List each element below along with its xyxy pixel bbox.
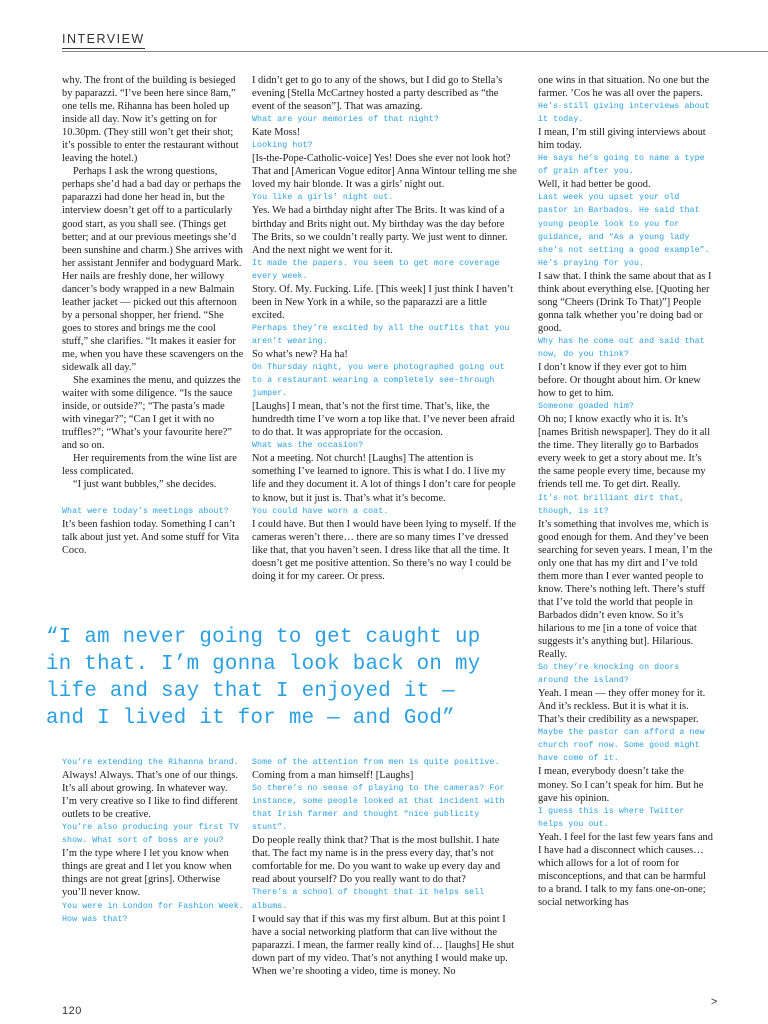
answer-paragraph: Yeah. I feel for the last few years fans and I have had a disconnect which causes… which allows for a lot of room for misconceptions, and that can be harmful to a brand. I talk to my fans one-on-one; social networking has — [538, 831, 713, 908]
answer-paragraph: I didn’t get to go to any of the shows, but I did go to Stella’s evening [Stella McCartney hosted a party described as “the event of the season”]. That was amazing. — [252, 75, 503, 113]
answer-paragraph: I mean, everybody doesn’t take the money. So I can’t speak for him. But he gave his opinion. — [538, 766, 704, 804]
pull-quote-line: in that. I’m gonna look back on my — [46, 653, 481, 676]
body-paragraph: Her requirements from the wine list are less complicated. — [62, 453, 237, 478]
body-paragraph: Perhaps I ask the wrong questions, perhaps she’d had a bad day or perhaps the paparazzi had done her head in, but the interview doesn’t get off to a particularly good start, as you shall see. (Things get better; and at our previous meetings she’d been sunshine and charm.) She arrives with her assistant Jennifer and bodyguard Mark. Her nails are freshly done, her willowy dancer’s body wrapped in a new Balmain leather jacket — picked out this afternoon by a personal shopper, her friend. “She goes to stores and brings me the cool stuff,” she clarifies. “It makes it easier for me, when you have these scavengers on the sidewalk all day.” — [62, 166, 244, 374]
answer-paragraph: I mean, I’m still giving interviews about him today. — [538, 127, 706, 152]
body-paragraph: She examines the menu, and quizzes the waiter with some diligence. “Is the sauce inside, or outside?”; “The pasta’s made with vinegar?”; “Can I get it with no truffles?”; “What’s your favourite here?” and so on. — [62, 375, 241, 452]
interview-question: Last week you upset your old pastor in Barbados. He said that young people look to you for guidance, and “As a young lady she’s not setting a good example”. He’s praying for you. — [538, 193, 710, 268]
interview-question: What was the occasion? — [252, 441, 364, 451]
interview-question: I guess this is where Twitter helps you out. — [538, 806, 685, 829]
interview-question: What are your memories of that night? — [252, 115, 439, 125]
answer-paragraph: [Is-the-Pope-Catholic-voice] Yes! Does she ever not look hot? That and [American Vogue editor] Anna Wintour telling me she loved my hair blonde. It was a girls’ night out. — [252, 153, 517, 191]
pull-quote-line: “I am never going to get caught up — [46, 626, 481, 649]
answer-paragraph: I’m the type where I let you know when things are great and I let you know when things are not great [grins]. Otherwise you’ll never know. — [62, 848, 232, 899]
continue-arrow-icon: > — [711, 996, 718, 1008]
answer-paragraph: I would say that if this was my first album. But at this point I have a social networking platform that can live without the paparazzi. I mean, the farmer really kind of… [laughs] He shut down part of my video. That’s not anything I would make up. When we’re shooting a video, time is money. No — [252, 913, 514, 977]
interview-question: Perhaps they’re excited by all the outfits that you aren’t wearing. — [252, 323, 510, 346]
interview-question: Looking hot? — [252, 141, 313, 151]
article-column-1 — [62, 74, 244, 557]
interview-question: You’re extending the Rihanna brand. — [62, 758, 239, 767]
interview-question: You could have worn a coat. — [252, 506, 389, 516]
header-rule — [62, 51, 768, 52]
answer-paragraph: I could have. But then I would have been lying to myself. If the cameras weren’t there… there are so many times I’ve dressed like that, that you haven’t seen. I dress like that all the time. It doesn’t get me positive attention. So there’s no way I could be doing it for my career. Or press. — [252, 518, 517, 582]
interview-question: You’re also producing your first TV show. What sort of boss are you? — [62, 823, 239, 846]
interview-question: There’s a school of thought that it helps sell albums. — [252, 888, 485, 911]
answer-paragraph: [Laughs] I mean, that’s not the first time. That’s, like, the hundredth time I’ve worn a top like that. I’ve never been afraid to do that. It was appropriate for the occasion. — [252, 401, 515, 439]
answer-paragraph: why. The front of the building is besieged by paparazzi. “I’ve been here since 8am,” one tells me. Rihanna has been holed up inside all day. Now it’s getting on for 10.30pm. (They still won’t get their shot; it’s possible to enter the restaurant without leaving the hotel.) — [62, 75, 239, 165]
interview-question: He says he’s going to name a type of grain after you. — [538, 154, 705, 177]
page-number: 120 — [62, 1005, 82, 1017]
answer-paragraph: Kate Moss! — [252, 127, 301, 139]
answer-paragraph: one wins in that situation. No one but the farmer. ’Cos he was all over the papers. — [538, 75, 710, 100]
interview-question: So there’s no sense of playing to the cameras? For instance, some people looked at that incident with that Irish farmer and thought “nice publicity stunt”. — [252, 784, 505, 833]
interview-question: Someone goaded him? — [538, 402, 634, 412]
interview-question: It’s not brilliant dirt that, though, is it? — [538, 493, 685, 516]
answer-paragraph: Yeah. I mean — they offer money for it. And it’s reckless. But it is what it is. That’s their credibility as a newspaper. — [538, 688, 706, 726]
article-column-3 — [538, 74, 714, 909]
answer-paragraph: So what’s new? Ha ha! — [252, 348, 348, 360]
pull-quote-line: life and say that I enjoyed it — — [46, 680, 455, 703]
answer-paragraph: Well, it had better be good. — [538, 179, 651, 191]
answer-paragraph: Not a meeting. Not church! [Laughs] The attention is something I’ve learned to ignore. This is what I do. I live my life and they document it. A lot of things I don’t care for people to know, but it just is. That’s what it’s become. — [252, 453, 516, 504]
interview-question: Some of the attention from men is quite positive. — [252, 758, 500, 767]
article-column-5 — [252, 756, 518, 978]
pull-quote — [46, 624, 526, 732]
interview-question: You were in London for Fashion Week. How was that? — [62, 901, 244, 924]
interview-question: What were today’s meetings about? — [62, 506, 229, 516]
answer-paragraph: Always! Always. That’s one of our things. It’s all about growing. In whatever way. I’m very creative so I like to find different outlets to be creative. — [62, 770, 238, 821]
article-column-2 — [252, 74, 518, 583]
interview-question: So they’re knocking on doors around the island? — [538, 663, 680, 686]
section-label: INTERVIEW — [62, 32, 145, 49]
answer-paragraph: Do people really think that? That is the most bullshit. I hate that. The fact my name is in the press every day, that’s not comfortable for me. Do you want to wake up every day and read about yourself? Do you really want to do that? — [252, 835, 501, 886]
pull-quote-line: and I lived it for me — and God” — [46, 707, 455, 730]
answer-paragraph: Yes. We had a birthday night after The Brits. It was kind of a birthday and Brits night out. My birthday was the day before The Brits, so we couldn’t really party. We just went to dinner. And the next night we went for it. — [252, 205, 508, 256]
interview-question: On Thursday night, you were photographed going out to a restaurant wearing a completely see-through jumper. — [252, 363, 505, 399]
answer-paragraph: It’s been fashion today. Something I can’t talk about just yet. And some stuff for Vita Coco. — [62, 518, 240, 556]
body-paragraph: “I just want bubbles,” she decides. — [73, 479, 217, 491]
interview-question: You like a girls’ night out. — [252, 193, 394, 203]
interview-question: It made the papers. You seem to get more coverage every week. — [252, 258, 500, 281]
answer-paragraph: Oh no; I know exactly who it is. It’s [names British newspaper]. They do it all the time. They literally go to Barbados every week to get a story about me. It’s the same people every time, because my friends tell me. To get dirt. Really. — [538, 414, 711, 491]
answer-paragraph: It’s something that involves me, which is good enough for them. And they’ve been searching for seven years. I mean, I’m the only one that has my dirt and I’ve told them more than I ever wanted people to know. There’s nothing left. There’s stuff that I’ve told the world that people in Barbados didn’t even know. So it’s hilarious to me [in a tone of voice that suggests it’s anything but]. Hilarious. Really. — [538, 518, 713, 661]
interview-question: Maybe the pastor can afford a new church roof now. Some good might have come of it. — [538, 728, 705, 764]
interview-question: Why has he come out and said that now, do you think? — [538, 336, 705, 359]
interview-question: He’s still giving interviews about it today. — [538, 102, 710, 125]
answer-paragraph: Coming from a man himself! [Laughs] — [252, 770, 414, 782]
article-column-4 — [62, 756, 244, 926]
answer-paragraph: I saw that. I think the same about that as I think about everything else. [Quoting her song “Cheers (Drink To That)”] People gonna talk whether you’re doing bad or good. — [538, 270, 712, 334]
answer-paragraph: Story. Of. My. Fucking. Life. [This week] I just think I haven’t been in New York in a while, so the paparazzi are a little excited. — [252, 283, 514, 321]
answer-paragraph: I don’t know if they ever got to him before. Or thought about him. Or knew how to get to him. — [538, 362, 701, 400]
